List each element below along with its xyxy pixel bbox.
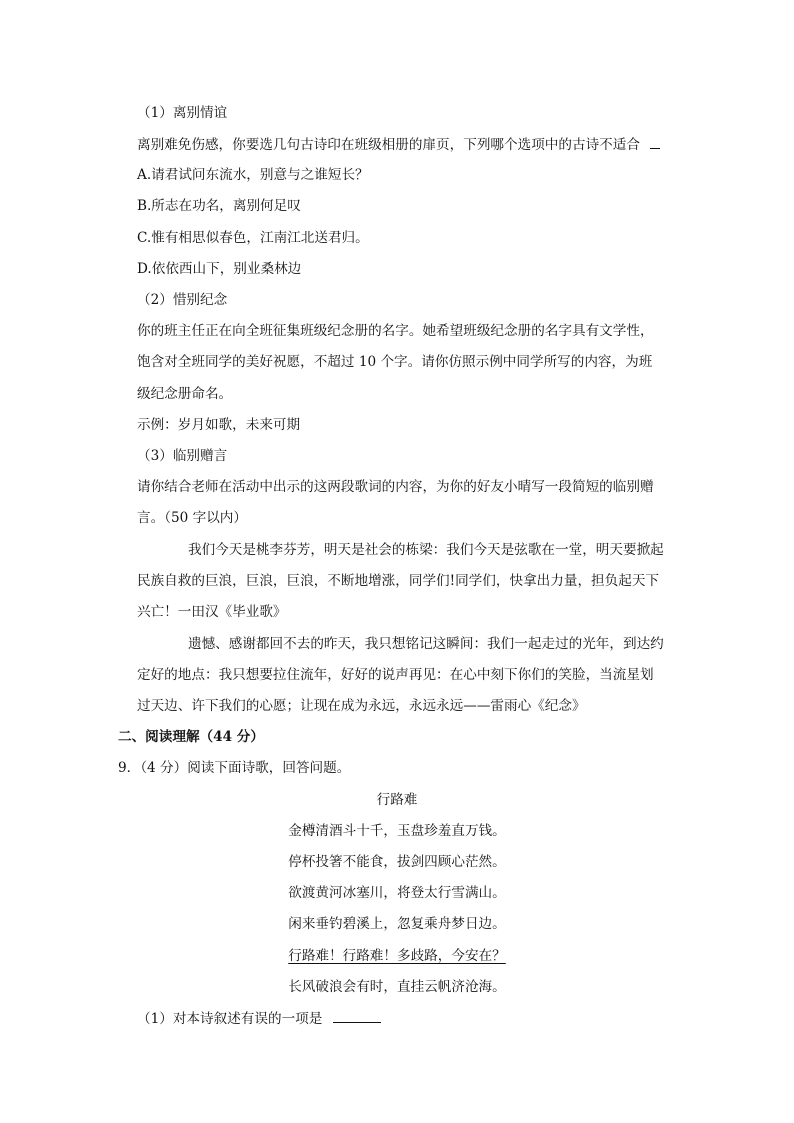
poem-title: 行路难 (376, 792, 418, 808)
part1-option-a: A.请君试问东流水，别意与之谁短长？ (137, 167, 369, 183)
part1-option-c: C.惟有相思似春色，江南江北送君归。 (137, 230, 369, 246)
part2-example: 示例：岁月如歌，未来可期 (137, 417, 301, 433)
part3-title: （3）临别赠言 (137, 448, 228, 464)
part1-option-d: D.依依西山下，别业桑林边 (137, 261, 302, 277)
lyrics1-line-3: 兴亡！一田汉《毕业歌》 (137, 604, 287, 620)
part1-option-b: B.所志在功名，离别何足叹 (137, 198, 301, 214)
poem-line-2: 停杯投箸不能食，拔剑四顾心茫然。 (288, 854, 506, 870)
poem-line-4: 闲来垂钓碧溪上，忽复乘舟梦日边。 (288, 916, 506, 932)
part2-line-3: 级纪念册命名。 (137, 386, 233, 402)
q9-sub1-text: （1）对本诗叙述有误的一项是 (137, 1011, 323, 1027)
lyrics1-line-2: 民族自救的巨浪，巨浪，巨浪，不断地增涨，同学们!同学们，快拿出力量，担负起天下 (137, 573, 660, 589)
part1-title: （1）离别情谊 (137, 105, 228, 121)
q9-stem: 9．（4 分）阅读下面诗歌，回答问题。 (118, 760, 351, 776)
poem-line-6: 长风破浪会有时，直挂云帆济沧海。 (288, 979, 506, 995)
part3-line-1: 请你结合老师在活动中出示的这两段歌词的内容，为你的好友小晴写一段简短的临别赠 (137, 479, 654, 495)
poem-line-1: 金樽清酒斗十千，玉盘珍羞直万钱。 (288, 823, 506, 839)
part1-question (137, 134, 660, 155)
poem-line-5-text: 行路难！行路难！多歧路，今安在？ (288, 948, 506, 964)
part3-line-2: 言。（50 字以内） (137, 510, 247, 526)
part2-title: （2）惜别纪念 (137, 292, 228, 308)
part1-answer-blank[interactable] (650, 134, 660, 149)
q9-sub1-answer-blank[interactable] (333, 1008, 381, 1023)
lyrics2-line-3: 过天边、许下我们的心愿；让现在成为永远，永远永远——雷雨心《纪念》 (137, 698, 586, 714)
part1-question-text: 离别难免伤感，你要选几句古诗印在班级相册的扉页，下列哪个选项中的古诗不适合 (137, 137, 640, 153)
part2-line-2: 饱含对全班同学的美好祝愿，不超过 10 个字。请你仿照示例中同学所写的内容，为班 (137, 354, 653, 370)
part2-line-1: 你的班主任正在向全班征集班级纪念册的名字。她希望班级纪念册的名字具有文学性， (137, 323, 654, 339)
lyrics2-line-2: 定好的地点：我只想要拉住流年，好好的说声再见：在心中刻下你们的笑脸，当流星划 (137, 667, 654, 683)
q9-sub1 (137, 1008, 381, 1029)
poem-line-5 (0, 946, 794, 966)
lyrics1-line-1: 我们今天是桃李芬芳，明天是社会的栋梁：我们今天是弦歌在一堂，明天要掀起 (188, 542, 664, 558)
section-two-heading: 二、阅读理解（44 分） (118, 729, 264, 745)
poem-line-3: 欲渡黄河冰塞川，将登太行雪满山。 (288, 885, 506, 901)
lyrics2-line-1: 遗憾、感谢都回不去的昨天，我只想铭记这瞬间：我们一起走过的光年，到达约 (188, 636, 664, 652)
